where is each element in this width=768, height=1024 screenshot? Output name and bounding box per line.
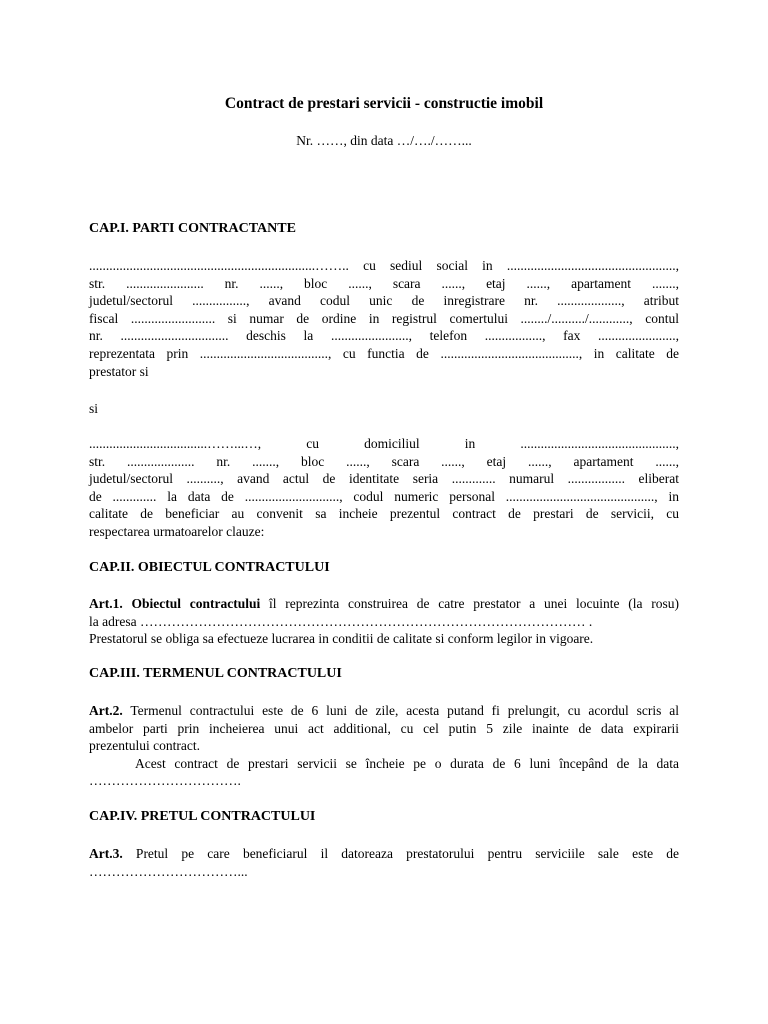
art3-text: Pretul pe care beneficiarul il datoreaza prestatorului pentru serviciile sale este de	[122, 846, 679, 861]
paragraph-line: calitate de beneficiar au convenit sa incheie prezentul contract de prestari de servicii, cu	[89, 506, 679, 522]
paragraph-line: str. ....................... nr. ......, bloc ......, scara ......, etaj ......, apartament .......,	[89, 275, 679, 291]
paragraph-line: reprezentata prin ......................................, cu functia de ........................................., in calitate de	[89, 345, 679, 361]
section-heading-pretul: CAP.IV. PRETUL CONTRACTULUI	[89, 809, 316, 824]
section-heading-termenul: CAP.III. TERMENUL CONTRACTULUI	[89, 666, 342, 681]
paragraph-line: respectarea urmatoarelor clauze:	[89, 523, 265, 539]
conjunction-si: si	[89, 401, 99, 416]
paragraph-line: judetul/sectorul .........., avand actul de identitate seria ............. numarul ................. eliberat	[89, 471, 679, 487]
prestator-paragraph	[89, 257, 679, 380]
paragraph-line: prestator si	[89, 363, 149, 379]
art1-paragraph	[89, 595, 679, 648]
paragraph-line: str. .................... nr. ......., bloc ......, scara ......, etaj ......, apartament ......,	[89, 453, 679, 469]
paragraph-line: …………………………….	[89, 773, 241, 789]
paragraph-line	[89, 845, 679, 863]
art2-text: Termenul contractului este de 6 luni de zile, acesta putand fi prelungit, cu acordul scris al	[122, 703, 679, 718]
section-heading-parti-contractante: CAP.I. PARTI CONTRACTANTE	[89, 221, 296, 236]
paragraph-line: ...................................................................…….. cu sediul social in ..................................................,	[89, 258, 679, 273]
paragraph-line: ...................................……...…, cu domiciliul in ..............................................,	[89, 436, 679, 451]
section-heading-obiectul: CAP.II. OBIECTUL CONTRACTULUI	[89, 560, 330, 575]
paragraph-line: de ............. la data de ............................, codul numeric personal ............................................, in	[89, 488, 679, 504]
paragraph-line: Acest contract de prestari servicii se încheie pe o durata de 6 luni începând de la data	[135, 755, 679, 771]
paragraph-line: fiscal ......................... si numar de ordine in registrul comertului ......../........../............, contul	[89, 310, 679, 326]
art2-paragraph	[89, 702, 679, 790]
art1-label: Art.1. Obiectul contractului	[89, 596, 261, 611]
art3-paragraph	[89, 845, 679, 880]
paragraph-line: judetul/sectorul ................, avand codul unic de inregistrare nr. ..................., atribut	[89, 293, 679, 309]
paragraph-line: la adresa ……………………………………………………………………………………… .	[89, 613, 593, 629]
contract-number-line: Nr. ……, din data …/…./……...	[296, 133, 472, 148]
document-title: Contract de prestari servicii - constructie imobil	[224, 95, 544, 112]
paragraph-line: nr. ................................ deschis la ......................., telefon ................., fax .......................,	[89, 328, 679, 344]
paragraph-line: Prestatorul se obliga sa efectueze lucrarea in conditii de calitate si conform legilor in vigoare.	[89, 631, 594, 647]
paragraph-line: prezentului contract.	[89, 738, 200, 754]
art2-label: Art.2.	[89, 703, 123, 718]
paragraph-line: ……………………………...	[89, 863, 248, 879]
paragraph-line	[89, 595, 679, 613]
paragraph-line: ambelor parti prin incheierea unui act additional, cu cel putin 5 zile inainte de data expirarii	[89, 720, 679, 736]
art1-text: îl reprezinta construirea de catre prestator a unei locuinte (la rosu)	[260, 596, 679, 611]
beneficiar-paragraph	[89, 435, 679, 541]
art3-label: Art.3.	[89, 846, 123, 861]
paragraph-line	[89, 702, 679, 720]
